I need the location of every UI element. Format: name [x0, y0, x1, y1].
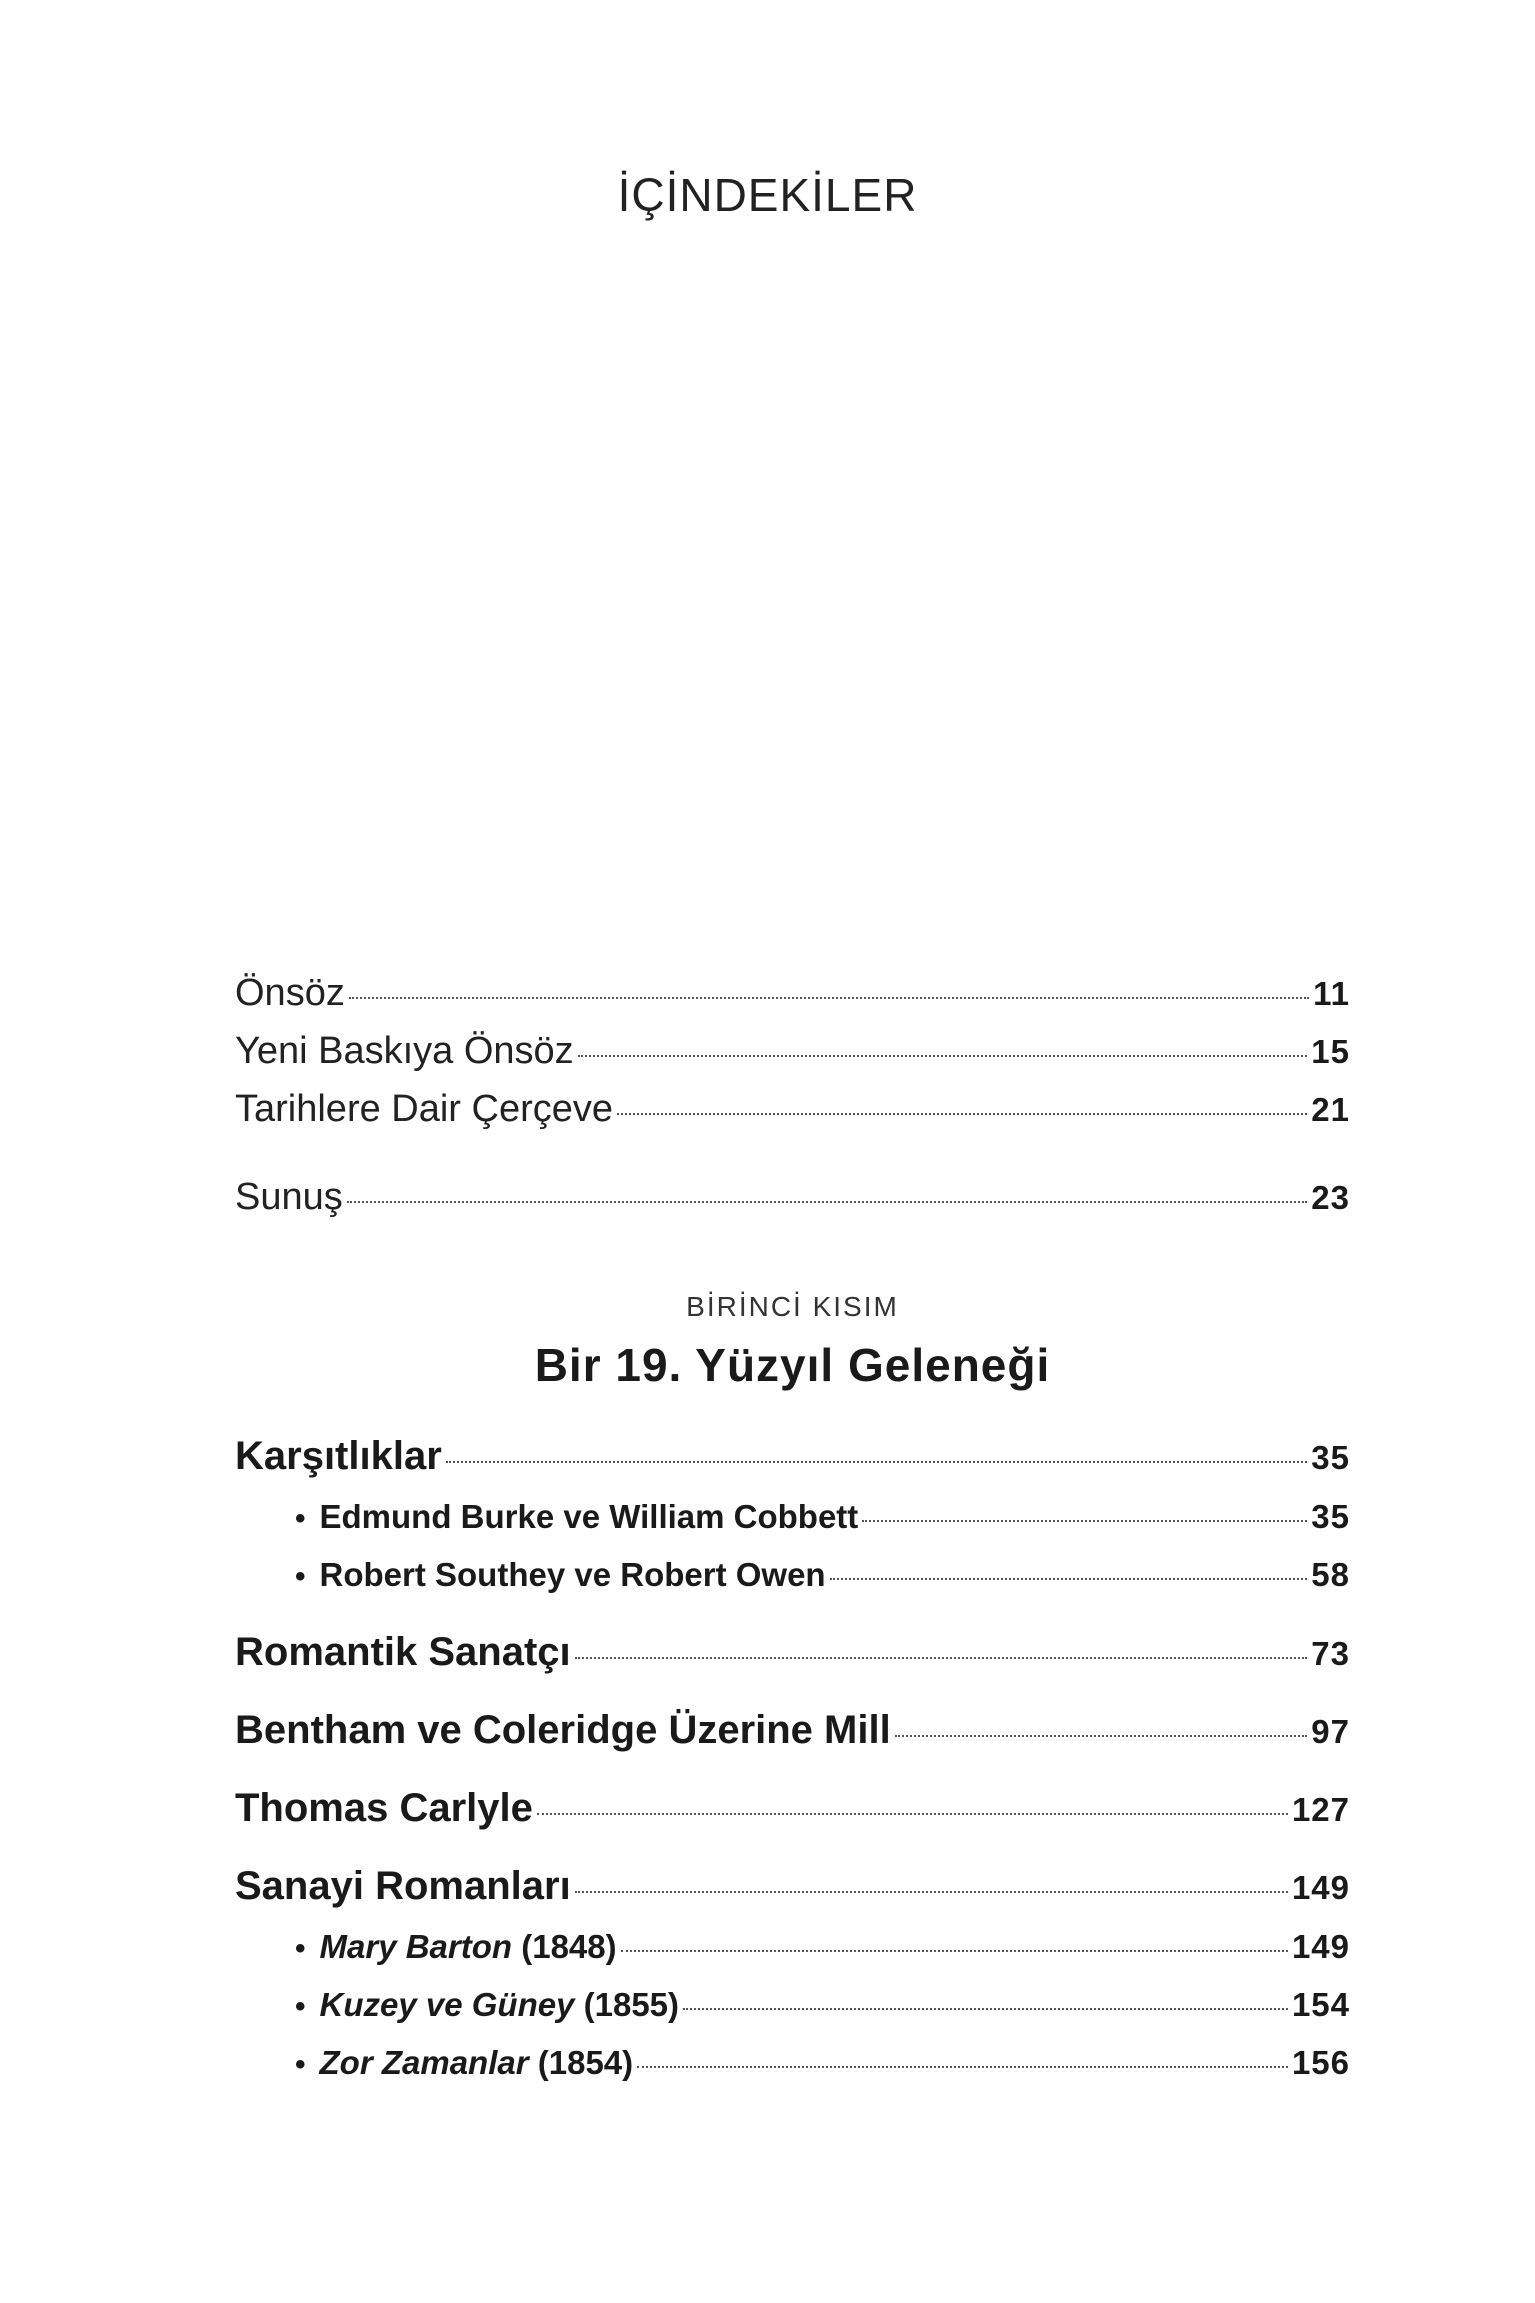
- table-of-contents: [235, 0, 1350, 2303]
- bullet: •: [295, 2048, 306, 2081]
- toc-entry-label: Edmund Burke ve William Cobbett: [319, 1498, 859, 1535]
- book-title: Mary Barton: [319, 1928, 513, 1965]
- toc-chapter-thomas-carlyle[interactable]: [235, 1786, 1350, 1831]
- dot-leader: [347, 1201, 1308, 1203]
- dot-leader: [862, 1520, 1307, 1522]
- toc-page-number: 149: [1291, 1928, 1350, 1965]
- part-title: Bir 19. Yüzyıl Geleneği: [534, 1339, 1051, 1391]
- toc-subentry-kuzey-ve-guney[interactable]: [295, 1986, 1350, 2024]
- toc-subentry-southey-owen[interactable]: [295, 1556, 1350, 1594]
- book-year: (1848): [521, 1928, 617, 1965]
- toc-page-number: 23: [1311, 1179, 1350, 1216]
- toc-chapter-romantik-sanatci[interactable]: [235, 1630, 1350, 1675]
- dot-leader: [621, 1950, 1288, 1952]
- dot-leader: [349, 997, 1309, 999]
- bullet: •: [295, 1932, 306, 1965]
- toc-page-number: 156: [1291, 2044, 1350, 2081]
- dot-leader: [617, 1113, 1307, 1115]
- part-label: BİRİNCİ KISIM: [686, 1291, 899, 1322]
- toc-entry-yeni-baskiya-onsoz[interactable]: [235, 1030, 1350, 1073]
- book-title: Zor Zamanlar: [319, 2044, 529, 2081]
- dot-leader: [578, 1055, 1308, 1057]
- toc-entry-label: Robert Southey ve Robert Owen: [319, 1556, 826, 1593]
- toc-page-number: 21: [1311, 1091, 1350, 1128]
- book-title: Kuzey ve Güney: [319, 1986, 575, 2023]
- toc-chapter-bentham-coleridge-mill[interactable]: [235, 1708, 1350, 1753]
- toc-page-number: 58: [1311, 1556, 1350, 1593]
- toc-page-number: 15: [1311, 1033, 1350, 1070]
- toc-entry-label: [320, 1986, 680, 2024]
- toc-subentry-mary-barton[interactable]: [295, 1928, 1350, 1966]
- toc-entry-label: Bentham ve Coleridge Üzerine Mill: [235, 1708, 891, 1752]
- toc-subentry-zor-zamanlar[interactable]: [295, 2044, 1350, 2082]
- toc-entry-label: Karşıtlıklar: [235, 1434, 442, 1478]
- toc-page-number: 154: [1291, 1986, 1350, 2023]
- dot-leader: [637, 2066, 1288, 2068]
- toc-entry-label: Thomas Carlyle: [235, 1786, 533, 1830]
- toc-page-number: 73: [1311, 1635, 1350, 1672]
- toc-page-number: 35: [1311, 1439, 1350, 1476]
- toc-entry-label: [320, 2044, 634, 2082]
- toc-entry-label: Sunuş: [235, 1176, 343, 1218]
- bullet: •: [295, 1502, 306, 1535]
- dot-leader: [446, 1461, 1308, 1463]
- toc-entry-tarihlere-dair-cerceve[interactable]: [235, 1088, 1350, 1131]
- bullet: •: [295, 1990, 306, 2023]
- toc-entry-onsoz[interactable]: [235, 972, 1350, 1015]
- toc-entry-label: Yeni Baskıya Önsöz: [235, 1030, 574, 1072]
- toc-chapter-karsitliklar[interactable]: [235, 1434, 1350, 1479]
- dot-leader: [537, 1813, 1288, 1815]
- dot-leader: [575, 1891, 1288, 1893]
- toc-chapter-sanayi-romanlari[interactable]: [235, 1864, 1350, 1909]
- book-year: (1854): [537, 2044, 634, 2081]
- toc-page-number: 127: [1291, 1791, 1350, 1828]
- toc-page-number: 11: [1313, 975, 1350, 1012]
- toc-page-number: 149: [1291, 1869, 1350, 1906]
- toc-entry-label: Romantik Sanatçı: [235, 1630, 571, 1674]
- dot-leader: [830, 1578, 1308, 1580]
- toc-page-number: 35: [1311, 1498, 1350, 1535]
- dot-leader: [575, 1657, 1308, 1659]
- dot-leader: [895, 1735, 1308, 1737]
- page-title: İÇİNDEKİLER: [617, 169, 918, 221]
- toc-entry-label: [320, 1928, 617, 1966]
- toc-page-number: 97: [1311, 1713, 1350, 1750]
- dot-leader: [683, 2008, 1288, 2010]
- toc-entry-sunus[interactable]: [235, 1176, 1350, 1219]
- bullet: •: [295, 1560, 306, 1593]
- book-year: (1855): [583, 1986, 680, 2023]
- toc-entry-label: Sanayi Romanları: [235, 1864, 571, 1908]
- toc-entry-label: Tarihlere Dair Çerçeve: [235, 1088, 614, 1130]
- toc-subentry-burke-cobbett[interactable]: [295, 1498, 1350, 1536]
- toc-entry-label: Önsöz: [235, 972, 345, 1014]
